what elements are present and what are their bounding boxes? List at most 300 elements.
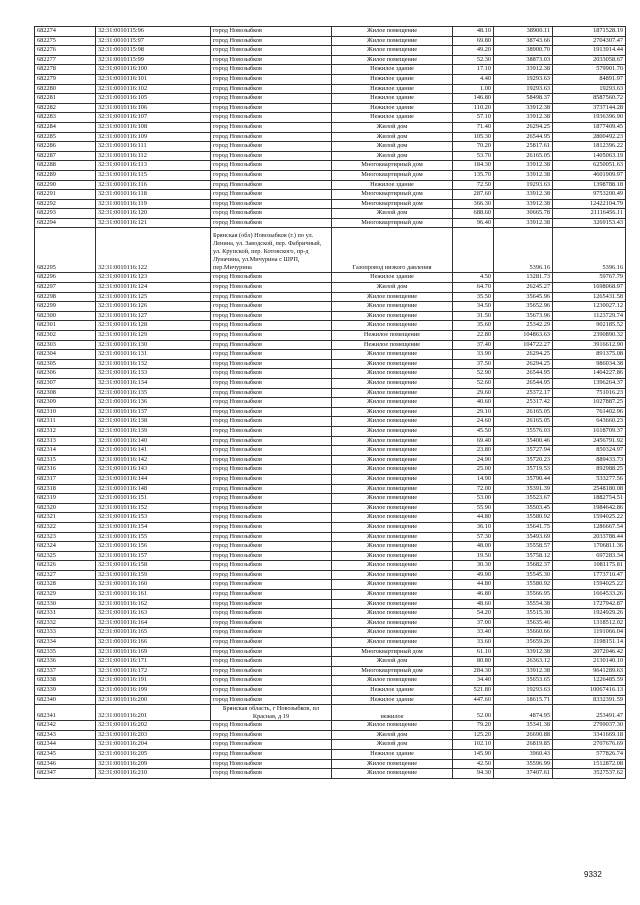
cadastral-value-cell: 10067416.13 [553,686,626,696]
unit-value-cell: 26165.05 [494,417,553,427]
object-type-cell: Жилое помещение [332,580,453,590]
area-cell: 17.10 [453,65,494,75]
cadastral-value-cell: 533277.56 [553,474,626,484]
cadastral-number-cell: 32:31:0010116:123 [96,273,211,283]
object-type-cell: Жилой дом [332,740,453,750]
cadastral-number-cell: 32:31:0010116:126 [96,302,211,312]
area-cell: 33.60 [453,638,494,648]
object-type-cell: Многоквартирный дом [332,190,453,200]
area-cell: 79.20 [453,721,494,731]
cadastral-value-cell: 12422104.79 [553,199,626,209]
area-cell: 366.30 [453,199,494,209]
cadastral-value-cell: 2072046.42 [553,647,626,657]
area-cell: 23.80 [453,446,494,456]
row-id-cell: 682285 [35,132,96,142]
unit-value-cell: 35580.92 [494,580,553,590]
address-cell: город Новозыбков [211,628,332,638]
address-cell: город Новозыбков [211,65,332,75]
area-cell: 52.60 [453,379,494,389]
cadastral-value-cell: 1812396.22 [553,142,626,152]
cadastral-value-cell: 4601909.97 [553,170,626,180]
address-cell: город Новозыбков [211,551,332,561]
area-cell: 52.00 [453,705,494,721]
table-row [35,676,626,686]
cadastral-number-cell: 32:31:0010116:116 [96,180,211,190]
area-cell: 145.90 [453,749,494,759]
area-cell: 53.70 [453,151,494,161]
cadastral-number-cell: 32:31:0010116:152 [96,503,211,513]
row-id-cell: 682295 [35,228,96,273]
object-type-cell: Жилое помещение [332,379,453,389]
address-cell: город Новозыбков [211,666,332,676]
area-cell: 35.50 [453,292,494,302]
cadastral-number-cell: 32:31:0010116:209 [96,759,211,769]
unit-value-cell: 25817.61 [494,142,553,152]
cadastral-value-cell: 3916612.90 [553,340,626,350]
table-row [35,426,626,436]
unit-value-cell: 26245.27 [494,283,553,293]
unit-value-cell: 19293.63 [494,74,553,84]
cadastral-value-cell: 1594025.22 [553,513,626,523]
table-row [35,628,626,638]
unit-value-cell: 35641.75 [494,522,553,532]
cadastral-number-cell: 32:31:0010116:112 [96,151,211,161]
object-type-cell: Жилое помещение [332,398,453,408]
cadastral-value-cell: 761402.96 [553,407,626,417]
row-id-cell: 682303 [35,340,96,350]
object-type-cell: Жилой дом [332,283,453,293]
row-id-cell: 682276 [35,46,96,56]
cadastral-value-cell: 1698068.97 [553,283,626,293]
object-type-cell: Жилой дом [332,657,453,667]
address-cell: город Новозыбков [211,532,332,542]
cadastral-number-cell: 32:31:0010116:135 [96,388,211,398]
cadastral-value-cell: 1226485.59 [553,676,626,686]
row-id-cell: 682305 [35,359,96,369]
table-row [35,494,626,504]
address-cell: город Новозыбков [211,426,332,436]
cadastral-number-cell: 32:31:0010116:141 [96,446,211,456]
table-row [35,122,626,132]
cadastral-value-cell: 2033058.67 [553,55,626,65]
cadastral-number-cell: 32:31:0010116:171 [96,657,211,667]
address-cell: город Новозыбков [211,740,332,750]
area-cell: 37.40 [453,340,494,350]
area-cell: 72.00 [453,484,494,494]
object-type-cell: Нежилое здание [332,180,453,190]
cadastral-number-cell: 32:31:0010116:199 [96,686,211,696]
row-id-cell: 682314 [35,446,96,456]
area-cell: 48.10 [453,27,494,37]
unit-value-cell: 35727.94 [494,446,553,456]
unit-value-cell: 33912.38 [494,170,553,180]
table-row [35,609,626,619]
cadastral-value-cell: 9753200.49 [553,190,626,200]
address-cell: город Новозыбков [211,503,332,513]
object-type-cell: Нежилое здание [332,695,453,705]
unit-value-cell: 35503.45 [494,503,553,513]
address-cell: город Новозыбков [211,484,332,494]
object-type-cell: Многоквартирный дом [332,170,453,180]
unit-value-cell: 35523.67 [494,494,553,504]
unit-value-cell: 35720.23 [494,455,553,465]
unit-value-cell: 26544.95 [494,369,553,379]
row-id-cell: 682289 [35,170,96,180]
object-type-cell: Жилое помещение [332,436,453,446]
address-cell: город Новозыбков [211,695,332,705]
table-row [35,436,626,446]
object-type-cell: Жилое помещение [332,590,453,600]
cadastral-number-cell: 32:31:0010116:107 [96,113,211,123]
unit-value-cell: 35558.57 [494,542,553,552]
table-row [35,331,626,341]
cadastral-number-cell: 32:31:0010116:156 [96,542,211,552]
object-type-cell: Жилое помещение [332,407,453,417]
cadastral-value-cell: 643660.23 [553,417,626,427]
cadastral-number-cell: 32:31:0010116:118 [96,190,211,200]
unit-value-cell: 26294.25 [494,122,553,132]
address-cell: город Новозыбков [211,27,332,37]
area-cell: 53.00 [453,494,494,504]
cadastral-number-cell: 32:31:0010116:160 [96,580,211,590]
address-cell: город Новозыбков [211,180,332,190]
row-id-cell: 682299 [35,302,96,312]
cadastral-value-cell: 2799037.30 [553,721,626,731]
cadastral-value-cell: 850324.97 [553,446,626,456]
row-id-cell: 682290 [35,180,96,190]
area-cell: 55.90 [453,503,494,513]
area-cell: 688.60 [453,209,494,219]
object-type-cell: Нежилое помещение [332,340,453,350]
row-id-cell: 682332 [35,618,96,628]
area-cell: 96.40 [453,218,494,228]
cadastral-number-cell: 32:31:0010116:106 [96,103,211,113]
unit-value-cell: 104863.63 [494,331,553,341]
row-id-cell: 682345 [35,749,96,759]
table-row [35,740,626,750]
row-id-cell: 682291 [35,190,96,200]
object-type-cell: Жилое помещение [332,27,453,37]
cadastral-value-cell: 2390890.32 [553,331,626,341]
cadastral-value-cell: 1230027.12 [553,302,626,312]
row-id-cell: 682307 [35,379,96,389]
object-type-cell: Газопровод низкого давления [332,228,453,273]
area-cell: 57.10 [453,113,494,123]
area-cell: 52.30 [453,55,494,65]
table-row [35,273,626,283]
object-type-cell: Жилое помещение [332,321,453,331]
table-row [35,474,626,484]
row-id-cell: 682280 [35,84,96,94]
cadastral-number-cell: 32:31:0010116:122 [96,228,211,273]
unit-value-cell: 4874.95 [494,705,553,721]
cadastral-number-cell: 32:31:0010116:113 [96,161,211,171]
row-id-cell: 682335 [35,647,96,657]
row-id-cell: 682320 [35,503,96,513]
row-id-cell: 682297 [35,283,96,293]
table-row [35,730,626,740]
address-cell: город Новозыбков [211,388,332,398]
cadastral-number-cell: 32:31:0010116:140 [96,436,211,446]
area-cell: 61.10 [453,647,494,657]
unit-value-cell: 35652.96 [494,302,553,312]
object-type-cell: Жилое помещение [332,532,453,542]
row-id-cell: 682328 [35,580,96,590]
cadastral-value-cell: 2033788.44 [553,532,626,542]
object-type-cell: Жилое помещение [332,522,453,532]
table-row [35,283,626,293]
object-type-cell: Жилой дом [332,132,453,142]
address-cell: город Новозыбков [211,522,332,532]
unit-value-cell: 26165.05 [494,151,553,161]
cadastral-value-cell: 902185.52 [553,321,626,331]
cadastral-value-cell: 19293.63 [553,84,626,94]
cadastral-value-cell: 3527537.62 [553,769,626,779]
unit-value-cell: 38743.66 [494,36,553,46]
area-cell: 34.40 [453,676,494,686]
table-row [35,46,626,56]
cadastral-number-cell: 32:31:0010116:120 [96,209,211,219]
unit-value-cell: 35719.53 [494,465,553,475]
address-cell: город Новозыбков [211,599,332,609]
address-cell: город Новозыбков [211,340,332,350]
row-id-cell: 682309 [35,398,96,408]
table-row [35,209,626,219]
table-row [35,292,626,302]
cadastral-value-cell: 2130140.10 [553,657,626,667]
cadastral-number-cell: 32:31:0010116:210 [96,769,211,779]
row-id-cell: 682287 [35,151,96,161]
address-cell: город Новозыбков [211,190,332,200]
unit-value-cell: 38873.03 [494,55,553,65]
row-id-cell: 682302 [35,331,96,341]
table-row [35,705,626,721]
table-row [35,180,626,190]
cadastral-number-cell: 32:31:0010116:102 [96,84,211,94]
cadastral-number-cell: 32:31:0010116:108 [96,122,211,132]
cadastral-value-cell: 84891.97 [553,74,626,84]
area-cell: 49.90 [453,570,494,580]
table-row [35,388,626,398]
area-cell: 29.10 [453,407,494,417]
unit-value-cell: 35554.38 [494,599,553,609]
row-id-cell: 682301 [35,321,96,331]
object-type-cell: Многоквартирный дом [332,161,453,171]
cadastral-value-cell: 1398788.18 [553,180,626,190]
cadastral-number-cell: 32:31:0010116:158 [96,561,211,571]
area-cell: 24.90 [453,455,494,465]
object-type-cell: Нежилое здание [332,65,453,75]
cadastral-number-cell: 32:31:0010116:134 [96,379,211,389]
row-id-cell: 682318 [35,484,96,494]
object-type-cell: Нежилое здание [332,74,453,84]
table-row [35,647,626,657]
area-cell: 125.20 [453,730,494,740]
cadastral-number-cell: 32:31:0010116:169 [96,647,211,657]
table-row [35,36,626,46]
area-cell: 46.80 [453,590,494,600]
unit-value-cell: 33912.38 [494,113,553,123]
cadastral-number-cell: 32:31:0010115:97 [96,36,211,46]
object-type-cell: Многоквартирный дом [332,647,453,657]
cadastral-value-cell: 1191066.04 [553,628,626,638]
area-cell: 287.60 [453,190,494,200]
table-row [35,170,626,180]
cadastral-value-cell: 1198151.14 [553,638,626,648]
address-cell: город Новозыбков [211,302,332,312]
address-cell: город Новозыбков [211,561,332,571]
address-cell: город Новозыбков [211,494,332,504]
cadastral-number-cell: 32:31:0010116:157 [96,551,211,561]
table-row [35,228,626,273]
row-id-cell: 682343 [35,730,96,740]
unit-value-cell: 35596.99 [494,759,553,769]
row-id-cell: 682275 [35,36,96,46]
cadastral-value-cell: 9641289.63 [553,666,626,676]
address-cell: город Новозыбков [211,74,332,84]
object-type-cell: Жилое помещение [332,359,453,369]
cadastral-number-cell: 32:31:0010116:161 [96,590,211,600]
row-id-cell: 682327 [35,570,96,580]
row-id-cell: 682341 [35,705,96,721]
address-cell: город Новозыбков [211,721,332,731]
table-row [35,522,626,532]
table-row [35,465,626,475]
unit-value-cell: 35515.30 [494,609,553,619]
object-type-cell: Жилое помещение [332,36,453,46]
address-cell: город Новозыбков [211,161,332,171]
unit-value-cell: 25372.17 [494,388,553,398]
cadastral-value-cell: 1924929.26 [553,609,626,619]
unit-value-cell: 35790.44 [494,474,553,484]
unit-value-cell: 35400.46 [494,436,553,446]
cadastral-value-cell: 1913914.44 [553,46,626,56]
address-cell: город Новозыбков [211,84,332,94]
table-row [35,84,626,94]
table-row [35,65,626,75]
table-row [35,311,626,321]
unit-value-cell: 35660.66 [494,628,553,638]
object-type-cell: Жилое помещение [332,618,453,628]
address-cell: город Новозыбков [211,657,332,667]
cadastral-value-cell: 8587560.72 [553,94,626,104]
object-type-cell: Жилое помещение [332,302,453,312]
row-id-cell: 682338 [35,676,96,686]
object-type-cell: Жилое помещение [332,628,453,638]
row-id-cell: 682300 [35,311,96,321]
row-id-cell: 682283 [35,113,96,123]
unit-value-cell: 35645.96 [494,292,553,302]
address-cell: город Новозыбков [211,590,332,600]
table-row [35,398,626,408]
row-id-cell: 682312 [35,426,96,436]
table-row [35,113,626,123]
address-cell: город Новозыбков [211,609,332,619]
unit-value-cell: 35659.26 [494,638,553,648]
row-id-cell: 682274 [35,27,96,37]
unit-value-cell: 33912.38 [494,65,553,75]
cadastral-number-cell: 32:31:0010116:115 [96,170,211,180]
table-row [35,769,626,779]
cadastral-number-cell: 32:31:0010116:133 [96,369,211,379]
object-type-cell: Нежилое здание [332,103,453,113]
row-id-cell: 682344 [35,740,96,750]
table-row [35,218,626,228]
object-type-cell: Нежилое здание [332,84,453,94]
cadastral-value-cell: 2704307.47 [553,36,626,46]
cadastral-number-cell: 32:31:0010116:148 [96,484,211,494]
cadastral-number-cell: 32:31:0010116:202 [96,721,211,731]
cadastral-value-cell: 59767.79 [553,273,626,283]
cadastral-number-cell: 32:31:0010116:151 [96,494,211,504]
unit-value-cell: 26690.88 [494,730,553,740]
row-id-cell: 682340 [35,695,96,705]
row-id-cell: 682331 [35,609,96,619]
address-cell: город Новозыбков [211,759,332,769]
unit-value-cell: 33912.38 [494,199,553,209]
area-cell: 49.20 [453,46,494,56]
cadastral-value-cell: 3269153.43 [553,218,626,228]
area-cell: 45.50 [453,426,494,436]
address-cell: город Новозыбков [211,321,332,331]
area-cell: 31.50 [453,311,494,321]
table-row [35,379,626,389]
row-id-cell: 682324 [35,542,96,552]
row-id-cell: 682279 [35,74,96,84]
area-cell: 146.80 [453,94,494,104]
object-type-cell: Жилое помещение [332,542,453,552]
row-id-cell: 682296 [35,273,96,283]
cadastral-value-cell: 986034.38 [553,359,626,369]
area-cell: 44.80 [453,580,494,590]
table-row [35,27,626,37]
cadastral-value-cell: 8332391.59 [553,695,626,705]
address-cell: город Новозыбков [211,618,332,628]
area-cell: 71.40 [453,122,494,132]
area-cell: 40.60 [453,398,494,408]
area-cell: 184.30 [453,161,494,171]
area-cell: 42.50 [453,759,494,769]
object-type-cell: Многоквартирный дом [332,218,453,228]
cadastral-value-cell: 1318512.02 [553,618,626,628]
row-id-cell: 682330 [35,599,96,609]
address-cell: город Новозыбков [211,686,332,696]
table-row [35,570,626,580]
object-type-cell: Жилое помещение [332,503,453,513]
unit-value-cell: 26819.85 [494,740,553,750]
table-row [35,103,626,113]
table-row [35,561,626,571]
cadastral-number-cell: 32:31:0010116:109 [96,132,211,142]
area-cell: 14.90 [453,474,494,484]
area-cell: 447.60 [453,695,494,705]
cadastral-value-cell: 21116456.11 [553,209,626,219]
object-type-cell: Жилое помещение [332,426,453,436]
unit-value-cell: 35391.39 [494,484,553,494]
row-id-cell: 682282 [35,103,96,113]
cadastral-value-cell: 891375.08 [553,350,626,360]
address-cell: город Новозыбков [211,311,332,321]
cadastral-number-cell: 32:31:0010116:205 [96,749,211,759]
area-cell: 37.50 [453,359,494,369]
cadastral-number-cell: 32:31:0010116:172 [96,666,211,676]
address-cell: город Новозыбков [211,638,332,648]
cadastral-value-cell: 6250051.63 [553,161,626,171]
row-id-cell: 682298 [35,292,96,302]
row-id-cell: 682326 [35,561,96,571]
area-cell: 80.80 [453,657,494,667]
object-type-cell: Жилое помещение [332,570,453,580]
